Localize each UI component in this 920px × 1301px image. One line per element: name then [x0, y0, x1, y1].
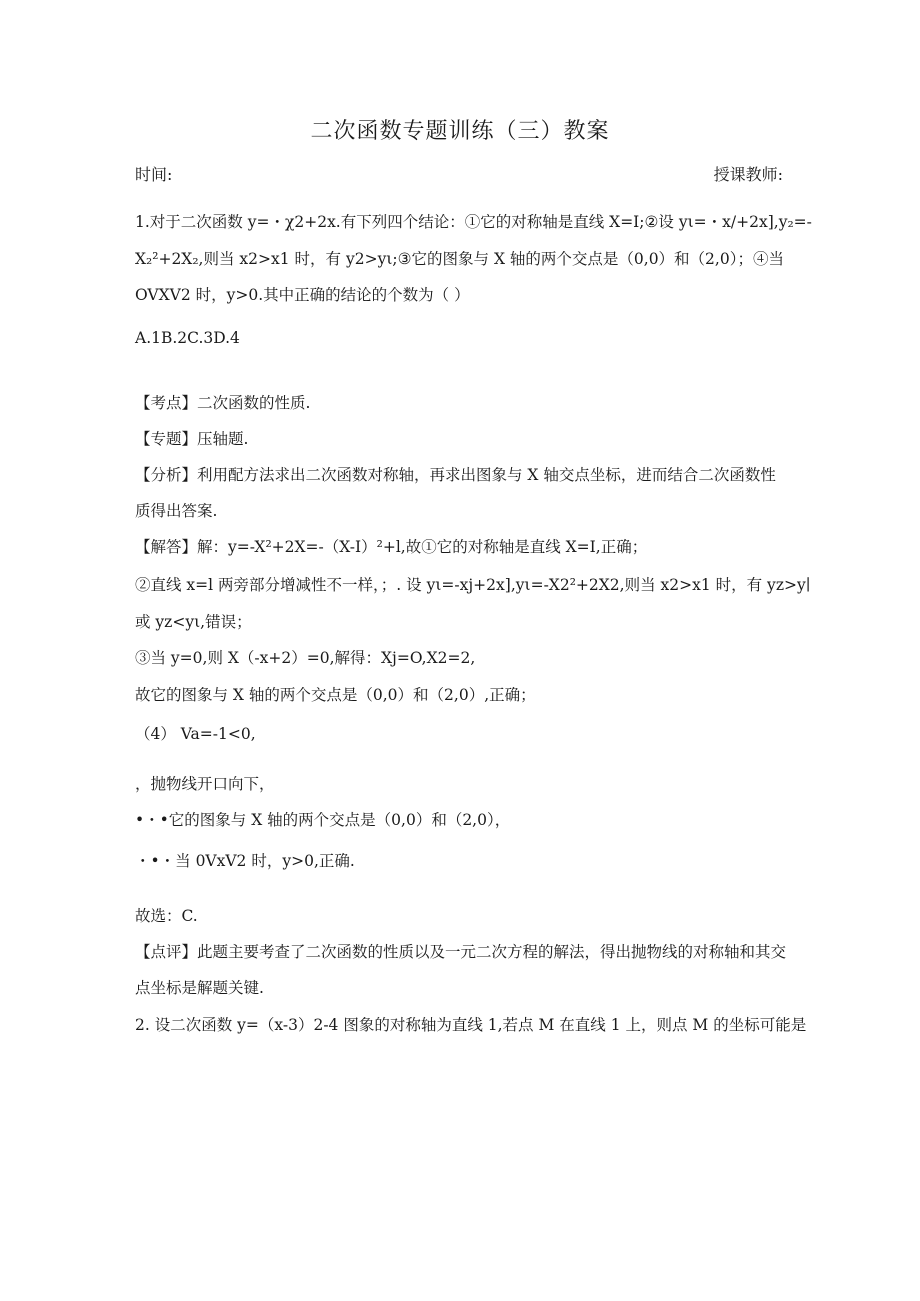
dianping-line-1: 【点评】此题主要考查了二次函数的性质以及一元二次方程的解法，得出抛物线的对称轴和其交 [135, 943, 787, 961]
jieda-line-4: ③当 y=0,则 X（-x+2）=0,解得：Xj=O,X2=2, [135, 649, 476, 667]
fenxi-line-2: 质得出答案. [135, 502, 218, 520]
zhuanti-line: 【专题】压轴题. [135, 430, 249, 448]
fenxi-line-1: 【分析】利用配方法求出二次函数对称轴，再求出图象与 X 轴交点坐标，进而结合二次函数性 [135, 466, 776, 484]
answer-line: 故选：C. [135, 907, 198, 925]
question-1-line-1: 1.对于二次函数 y=・χ2+2x.有下列四个结论：①它的对称轴是直线 X=I;②设 yι=・x/+2x],y₂=- [135, 213, 812, 231]
jieda-line-9: ・•・当 0VxV2 时，y>0,正确. [135, 852, 355, 870]
question-1-options: A.1B.2C.3D.4 [135, 329, 240, 347]
jieda-line-6: （4） Va=-1<0, [135, 725, 256, 743]
time-label: 时间: [135, 165, 173, 184]
question-2-line-1: 2. 设二次函数 y=（x-3）2-4 图象的对称轴为直线 1,若点 M 在直线 1 上，则点 M 的坐标可能是 [135, 1016, 807, 1034]
question-1-line-2: X₂²+2X₂,则当 x2>x1 时，有 y2>yι;③它的图象与 X 轴的两个交点是（0,0）和（2,0）；④当 [135, 250, 784, 268]
kaodian-line: 【考点】二次函数的性质. [135, 394, 311, 412]
jieda-line-2: ②直线 x=l 两旁部分增减性不一样，；. 设 yι=-xj+2x],yι=-X2²+2X2,则当 x2>x1 时，有 yz>y∣ [135, 576, 811, 594]
jieda-line-7: ，抛物线开口向下， [135, 775, 275, 793]
question-1-line-3: OVXV2 时，y>0.其中正确的结论的个数为（ ） [135, 286, 470, 304]
dianping-line-2: 点坐标是解题关键. [135, 979, 264, 997]
page-title: 二次函数专题训练（三）教案 [310, 119, 610, 144]
teacher-label: 授课教师: [713, 165, 783, 184]
jieda-line-5: 故它的图象与 X 轴的两个交点是（0,0）和（2,0）,正确； [135, 686, 536, 704]
jieda-line-8: •・•它的图象与 X 轴的两个交点是（0,0）和（2,0）， [135, 811, 511, 829]
jieda-line-3: 或 yz<yι,错误； [135, 613, 252, 631]
jieda-line-1: 【解答】解：y=-X²+2X=-（X-I）²+l,故①它的对称轴是直线 X=I,正确； [135, 538, 648, 556]
